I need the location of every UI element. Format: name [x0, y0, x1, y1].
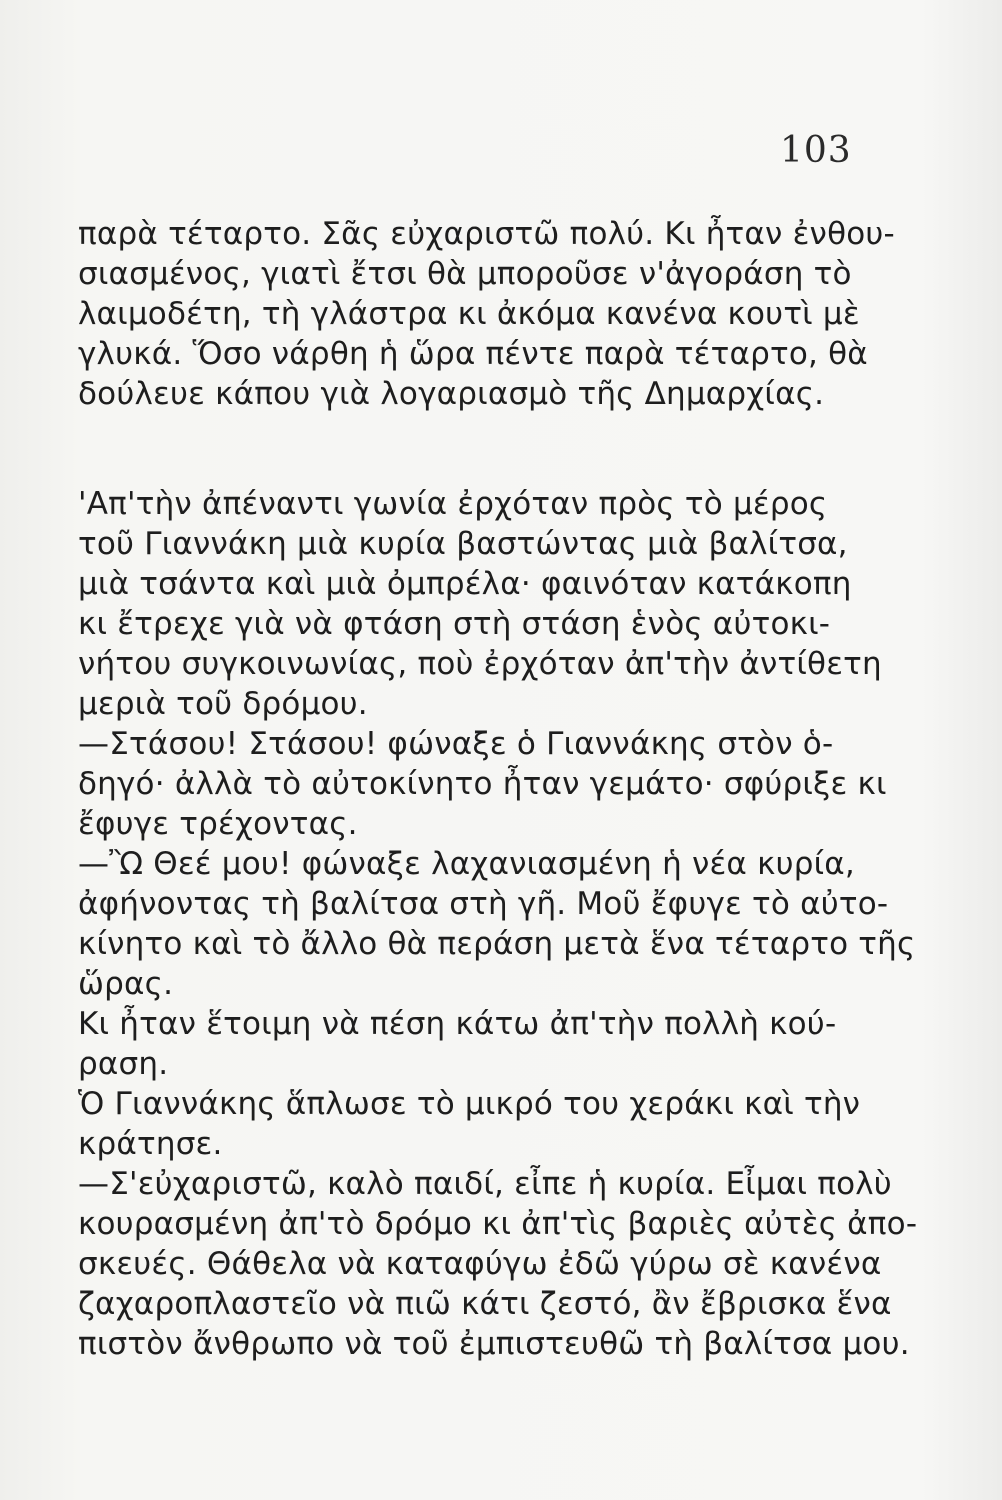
- page-number: 103: [780, 130, 852, 171]
- text-line: ὥρας.: [78, 966, 174, 1002]
- text-line: δηγό· ἀλλὰ τὸ αὐτοκίνητο ἦταν γεμάτο· σφύριξε κι: [78, 766, 887, 802]
- text-line: 'Απ'τὴν ἀπέναντι γωνία ἐρχόταν πρὸς τὸ μέρος: [78, 486, 828, 522]
- text-line: μιὰ τσάντα καὶ μιὰ ὀμπρέλα· φαινόταν κατάκοπη: [78, 566, 852, 602]
- text-line: νήτου συγκοινωνίας, ποὺ ἐρχόταν ἀπ'τὴν ἀντίθετη: [78, 646, 882, 682]
- text-line: —Ὢ Θεέ μου! φώναξε λαχανιασμένη ἡ νέα κυρία,: [78, 846, 855, 882]
- text-line: ραση.: [78, 1046, 169, 1082]
- text-line: —Σ'εὐχαριστῶ, καλὸ παιδί, εἶπε ἡ κυρία. Εἶμαι πολὺ: [78, 1166, 892, 1202]
- text-line: ἔφυγε τρέχοντας.: [78, 806, 358, 842]
- text-line: κίνητο καὶ τὸ ἄλλο θὰ περάση μετὰ ἕνα τέταρτο τῆς: [78, 926, 916, 962]
- text-line: πιστὸν ἄνθρωπο νὰ τοῦ ἐμπιστευθῶ τὴ βαλίτσα μου.: [78, 1326, 910, 1362]
- text-line: σιασμένος, γιατὶ ἔτσι θὰ μποροῦσε ν'ἀγοράση τὸ: [78, 256, 852, 292]
- paragraph-2: [78, 484, 918, 1364]
- text-line: κράτησε.: [78, 1126, 223, 1162]
- text-line: λαιμοδέτη, τὴ γλάστρα κι ἀκόμα κανένα κουτὶ μὲ: [78, 296, 860, 332]
- text-line: παρὰ τέταρτο. Σᾶς εὐχαριστῶ πολύ. Κι ἦταν ἐνθου-: [78, 216, 895, 252]
- text-line: Ὁ Γιαννάκης ἅπλωσε τὸ μικρό του χεράκι καὶ τὴν: [78, 1086, 861, 1122]
- text-line: δούλευε κάπου γιὰ λογαριασμὸ τῆς Δημαρχίας.: [78, 376, 825, 412]
- text-line: κουρασμένη ἀπ'τὸ δρόμο κι ἀπ'τὶς βαριὲς αὐτὲς ἀπο-: [78, 1206, 918, 1242]
- text-line: ζαχαροπλαστεῖο νὰ πιῶ κάτι ζεστό, ἂν ἔβρισκα ἕνα: [78, 1286, 892, 1322]
- text-line: γλυκά. Ὅσο νάρθη ἡ ὥρα πέντε παρὰ τέταρτο, θὰ: [78, 336, 868, 372]
- text-line: —Στάσου! Στάσου! φώναξε ὁ Γιαννάκης στὸν ὁ-: [78, 726, 834, 762]
- paragraph-1: [78, 214, 895, 414]
- text-line: σκευές. Θάθελα νὰ καταφύγω ἐδῶ γύρω σὲ κανένα: [78, 1246, 882, 1282]
- text-line: κι ἔτρεχε γιὰ νὰ φτάση στὴ στάση ἑνὸς αὐτοκι-: [78, 606, 831, 642]
- text-line: ἀφήνοντας τὴ βαλίτσα στὴ γῆ. Μοῦ ἔφυγε τὸ αὐτο-: [78, 886, 889, 922]
- text-line: μεριὰ τοῦ δρόμου.: [78, 686, 368, 722]
- text-line: τοῦ Γιαννάκη μιὰ κυρία βαστώντας μιὰ βαλίτσα,: [78, 526, 848, 562]
- text-line: Κι ἦταν ἕτοιμη νὰ πέση κάτω ἀπ'τὴν πολλὴ κού-: [78, 1006, 837, 1042]
